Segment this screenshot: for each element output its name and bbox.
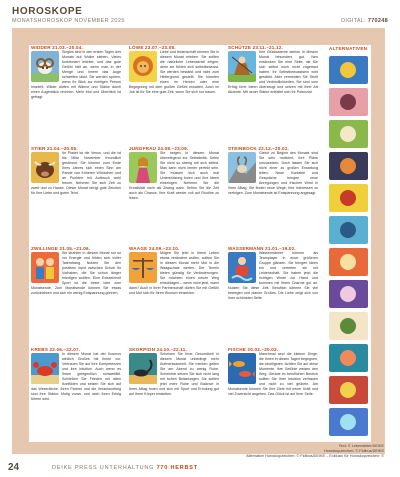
content-panel: [29, 45, 371, 442]
alt-card-7: [329, 248, 368, 276]
aries-illustration: [31, 51, 59, 82]
alt-card-5: [329, 184, 368, 212]
sign-title: WIDDER 21.03.–20.04.: [31, 45, 84, 50]
alternatives-title: ALTERNATIVEN: [329, 46, 368, 51]
page-number: 24: [8, 462, 20, 473]
sign-wassermann: [228, 246, 318, 301]
page-title: HOROSKOPE: [12, 6, 83, 17]
footer-brand: DEIKE PRESS UNTERHALTUNG 770 HERBST: [52, 465, 198, 471]
sign-title: SCHÜTZE 23.11.–21.12.: [228, 45, 284, 50]
alt-card-8: [329, 280, 368, 308]
page-subtitle: MONATSHOROSKOP NOVEMBER 2025: [12, 18, 125, 24]
image-credits: Text: © Lebensfeier/DEIKE Horoskopzeichen: © Fidibus/DEIKE Alternative Horoskopzeichen: © Fidibus/DEIKE – Exklusiv für Horoskopzeichen: ©: [246, 444, 384, 458]
alt-card-3: [329, 120, 368, 148]
sign-steinbock: [228, 146, 318, 196]
sign-waage: [129, 246, 219, 296]
sign-title: STIER 21.04.–20.05.: [31, 146, 78, 151]
taurus-illustration: [31, 152, 59, 183]
sign-text: Scheinen Sie Ihrer Gesundheit in diesem Monat unbedingt mehr Aufmerksamkeit. Sie merken gelten Sie am Abend zu wenig Ruhe. Scheinbar setzen Sie sich nicht lang mit hohen Belastungen. Sie sollten jetzt mehr Ruhe und Balance in Ihren Alltag holen und sich mit Sport und Erholung gut auf Ihren Körper einstellen.: [129, 352, 219, 396]
sign-text: Ihr Planet ist die Venus, und die ist bis Mitte November freundlich gestimmt. Sie können zum Ende Ihres Jahres sich einen Sinn am Rande von früheren Wünschen und an Punkten mit Aufbruch wohl freuen. Nehmen Sie sich Zeit zu zweit und zu Hause. Dieser Monat bringt gute Zeichen für Ihre Liebe und guten Teint.: [31, 151, 121, 195]
sign-text: Singles sind in den ersten Tagen des Monats auf Wolke sieben. Vieles funktioniert leichter, und das gute Gefühl hält an, wenn man in der Menge und Innere das Auge schweifen lässt. Sie werden spüren, wenn Ihr Blick zur richtigen Person hinzieht. Wilder dürfen mit Wärme und Stärke durch einen Augenblick rechnen. Mehr Mut und Überblick ist gefragt.: [31, 50, 121, 99]
sign-skorpion: [129, 347, 219, 397]
sign-text: Gleich zu Beginn des Monats sind Sie sehr motiviert, Ihre Pläne umzusetzen. Doch lassen Sie sich nicht einer zu großen Erwartung leiten. Neue Kontakte und Gespräche bringen neue Anregungen und frischen Wind in Ihren Alltag. Sie finden neue Wege, Ihre Interessen zu verfolgen. Zum Monatsende ist Entspannung angesagt.: [228, 151, 318, 195]
sign-title: SKORPION 24.10.–22.11.: [129, 347, 188, 352]
footer-issue: 770 HERBST: [156, 465, 198, 471]
sign-title: WASSERMANN 21.01.–19.02.: [228, 246, 296, 251]
virgo-illustration: [129, 152, 157, 183]
sign-title: FISCHE 20.02.–20.03.: [228, 347, 279, 352]
capricorn-illustration: [228, 152, 256, 183]
sign-text: In diesem Monat hat der Kosmos wirklich Großes mit Ihnen vor. Vertrauen Sie auf Ihre Kompetenzen und Ihre Intuition. Auch wenn es Ihnen gelegentlich schwerfällt. Schließen Sie Frieden mit alten Konflikten und setzen Sie sich auf das Wesentliche. Ihren Partner und die Verantwortung sind Ihre Stärke. Mutig voran, und nach Ihren Erfolg führen wird.: [31, 352, 121, 401]
digital-code: DIGITAL: 770248: [341, 18, 388, 24]
sign-title: ZWILLINGE 21.05.–21.06.: [31, 246, 91, 251]
alt-card-12: [329, 408, 368, 436]
pisces-illustration: [228, 353, 256, 384]
sign-zwillinge: [31, 246, 121, 296]
page-header: [12, 6, 388, 28]
sign-text: Mögen Sie jetzt in Ihrem Leben etwas verändern wollen, sollten Sie in diesem Monat mehr Mut in die Waagschale werfen. Der Termin bieten günstig für Veränderungen. Sie möchten einen neuen Weg einschlagen – wenn nicht jetzt, wann dann? Auch in Ihrer Partnerschaft dürfen Sie mit Gefühl und Mut sich für Ihren Wunsch einsetzen.: [129, 251, 219, 295]
sign-schuetze: [228, 45, 318, 95]
sign-jungfrau: [129, 146, 219, 201]
alt-card-6: [329, 216, 368, 244]
sign-fische: [228, 347, 318, 397]
alt-card-2: [329, 88, 368, 116]
page-footer: [0, 460, 400, 477]
sign-krebs: [31, 347, 121, 402]
aquarius-illustration: [228, 252, 256, 283]
sign-text: Ihre Glückssterne stehen in diesem Monat besonders gut. Neu entdecken Sie eine Seite, die Sie sich selbst noch nicht zugetraut haben. Ihr Selbstbewusstsein wird gestärkt. Aber vermeiden Sie Streit und Verbindlichkeiten. Sie sind vom Erfolg Ihrer Ideen überzeugt und setzen mit Ihrer Art Akzente. Mit neuer Stärke entfaltet sich Ihr Potenzial.: [228, 50, 318, 94]
alt-card-9: [329, 312, 368, 340]
sign-title: WAAGE 24.09.–23.10.: [129, 246, 180, 251]
sign-text: Sie strahlen in diesem Monat nur so vor Energie und fühlen sich voller Tatendrang. Nutzen Sie den positiven Input zwischen Schub für Vorhaben, die Sie schon länger erledigen wollten. Eine Extraeinheit Sport ist die beste Idee zum Monatsende. Zum Monatsende können Sie etwas zurückfahren und sich ein wenig Entspannung gönnen.: [31, 251, 121, 295]
sign-stier: [31, 146, 121, 196]
leo-illustration: [129, 51, 157, 82]
alt-card-11: [329, 376, 368, 404]
sign-text: Wassermänner können als Teamplayer in einer größeren Gruppe glänzen. Sie bringen Ideen ein und vertreten sie mit Leidenschaft. Sie haben jetzt die richtigen Worte zur Hand und kommen mit Ihrem Charme gut an. Nutzen Sie diese Zeit. Beruflich können Sie viel bewegen und planen Großes. Die Liebe zeigt sich von ihrer schönsten Seite.: [228, 251, 318, 300]
sign-text: Liebe und leidenschaft können Sie in diesem Monat erleben. Sie sollten die natürliche Lebenskraft zeigen, denn sie fühlen sich selbstbewusst. Sie werden bestärkt und nicht zum Hintergrund gestellt. Sie könnten einen im Herzen oder eine Begegnung mit dem großen Gefühl erwarten. Auch im Job ist für Sie eine gute Zeit, wenn Sie sich nur trauen.: [129, 50, 219, 94]
sign-loewe: [129, 45, 219, 95]
sign-title: STEINBOCK 22.12.–20.01.: [228, 146, 290, 151]
alt-card-1: [329, 56, 368, 84]
sign-text: Manchmal sind die kleinen Dinge, die Ihnen in diesen Tagen begegnen, die wichtigsten. Achten Sie auf diese Momente. Ihre Gefühle weisen den Weg. Gerade im beruflichen Bereich sollten Sie Ihrer Intuition vertrauen und nicht zu viel grübeln. Am Monatsende können Sie Ihre Ziele mit neuer Kraft und viel Zuversicht angehen. Das Glück ist auf Ihrer Seite.: [228, 352, 318, 396]
sagittarius-illustration: [228, 51, 256, 82]
sign-title: JUNGFRAU 24.08.–23.09.: [129, 146, 189, 151]
alt-card-10: [329, 344, 368, 372]
alt-card-4: [329, 152, 368, 180]
gemini-illustration: [31, 252, 59, 283]
libra-illustration: [129, 252, 157, 283]
cancer-illustration: [31, 353, 59, 384]
sign-title: KREBS 22.06.–22.07.: [31, 347, 81, 352]
sign-title: LÖWE 23.07.–23.08.: [129, 45, 176, 50]
sign-text: Sie neigen in diesem Monat überwiegend zur Selbstkritik. Seien Sie nicht so streng mit sich selbst. Man kann nicht immer perfekt sein. Sie müssen sich auch mal Unterstützung holen und Ihre Ideen einbringen. Nehmen Sie die Kreativität nicht als Zwang wahr. Sehen Sie die Zeit auch als Chance, Ihre Kraft wieder voll auf Routine zu leben.: [129, 151, 219, 200]
sign-widder: [31, 45, 121, 100]
scorpio-illustration: [129, 353, 157, 384]
